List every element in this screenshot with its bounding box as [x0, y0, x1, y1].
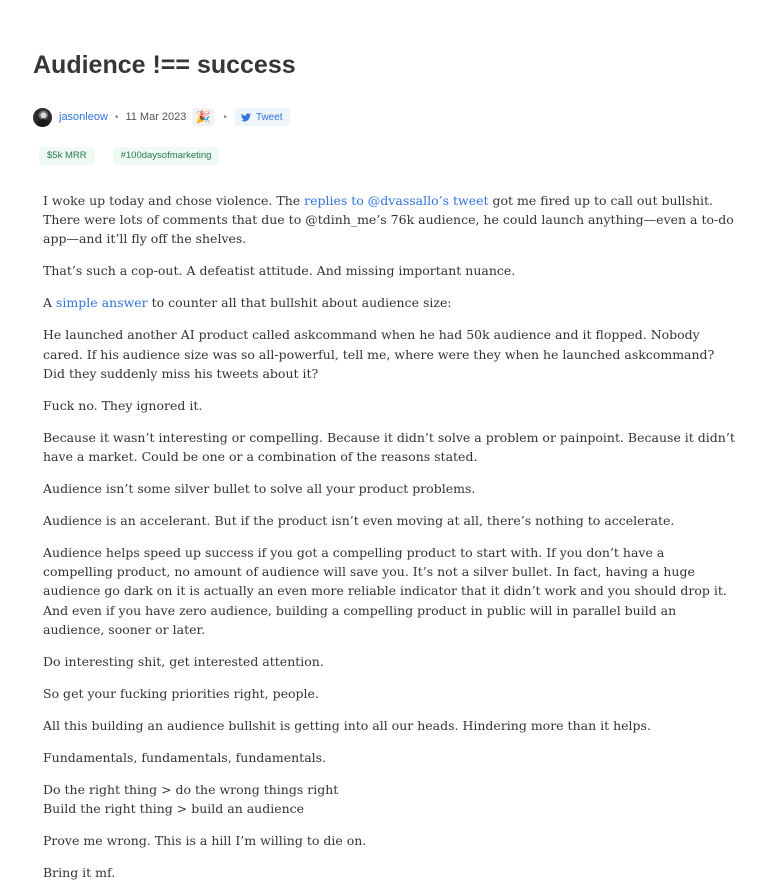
- paragraph: [43, 293, 738, 312]
- paragraph-line: Build the right thing > build an audience: [43, 801, 305, 817]
- paragraph: [43, 191, 738, 249]
- celebration-badge: 🎉: [192, 108, 214, 126]
- paragraph: [43, 780, 738, 818]
- tag-mrr[interactable]: $5k MRR: [39, 147, 95, 165]
- paragraph-text: to counter all that bullshit about audience size:: [147, 295, 452, 311]
- paragraph: Fuck no. They ignored it.: [43, 397, 203, 413]
- paragraph: So get your fucking priorities right, people.: [43, 685, 319, 701]
- twitter-bird-icon: [241, 113, 251, 122]
- post-meta: [33, 106, 290, 128]
- paragraph: Audience is an accelerant. But if the product isn’t even moving at all, there’s nothing to accelerate.: [43, 513, 675, 529]
- paragraph: Because it wasn’t interesting or compelling. Because it didn’t solve a problem or painpoint. Because it didn’t have a market. Could be one or a combination of the reasons stated.: [43, 429, 735, 465]
- paragraph-text: I woke up today and chose violence. The: [43, 193, 305, 208]
- paragraph: Audience helps speed up success if you got a compelling product to start with. If you don’t have a compelling product, no amount of audience will save you. It’s not a silver bullet. In fact, having a huge audience go dark on it is actually an even more reliable indicator that it didn’t work and you should drop it. And even if you have zero audience, building a compelling product in public will in parallel build an audience, sooner or later.: [43, 545, 727, 637]
- paragraph-text: got me fired up to call out bullshit. There were lots of comments that due to @tdinh_me’s 76k audience, he could launch anything—even a to-do app—and it’ll fly off the shelves.: [43, 193, 734, 247]
- paragraph-text: A: [43, 295, 57, 311]
- paragraph: Do interesting shit, get interested attention.: [43, 653, 324, 669]
- avatar[interactable]: [33, 108, 52, 127]
- post-title: Audience !== success: [33, 51, 296, 79]
- tweet-button-label: Tweet: [255, 111, 283, 123]
- paragraph: That’s such a cop-out. A defeatist attitude. And missing important nuance.: [43, 263, 516, 279]
- paragraph: Fundamentals, fundamentals, fundamentals.: [43, 749, 327, 765]
- paragraph: All this building an audience bullshit is getting into all our heads. Hindering more than it helps.: [43, 717, 651, 733]
- tweet-button[interactable]: [235, 108, 290, 126]
- simple-answer-link[interactable]: simple answer: [56, 295, 148, 311]
- post-date: 11 Mar 2023: [125, 111, 187, 123]
- tag-list: [39, 147, 219, 165]
- separator-dot: •: [223, 111, 227, 123]
- paragraph-line: Do the right thing > do the wrong things right: [43, 781, 339, 797]
- author-link[interactable]: jasonleow: [59, 111, 108, 123]
- paragraph: He launched another AI product called askcommand when he had 50k audience and it flopped. Nobody cared. If his audience size was so all-powerful, tell me, where were they when he launched askcommand? Did they suddenly miss his tweets about it?: [43, 327, 715, 381]
- replies-link[interactable]: replies to @dvassallo’s tweet: [304, 193, 489, 208]
- tag-100daysofmarketing[interactable]: #100daysofmarketing: [113, 147, 220, 165]
- paragraph: Audience isn’t some silver bullet to solve all your product problems.: [43, 481, 476, 497]
- paragraph: Bring it mf.: [43, 865, 116, 881]
- separator-dot: •: [114, 111, 119, 123]
- paragraph: Prove me wrong. This is a hill I’m willing to die on.: [43, 833, 367, 849]
- post-body: [43, 191, 738, 895]
